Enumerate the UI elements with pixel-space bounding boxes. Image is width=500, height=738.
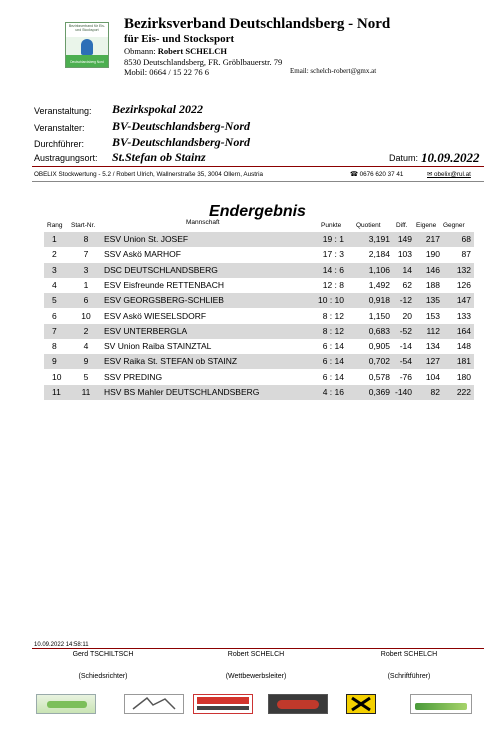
cell-startnr: 2 xyxy=(83,325,89,336)
col-header-quotient: Quotient xyxy=(356,222,381,229)
cell-mannschaft: SV Union Raiba STAINZTAL xyxy=(104,341,212,352)
divider-footer xyxy=(32,648,484,649)
table-row xyxy=(44,247,474,262)
cell-gegner: 222 xyxy=(456,387,471,397)
federation-logo xyxy=(65,22,109,68)
cell-gegner: 147 xyxy=(456,295,471,306)
cell-gegner: 148 xyxy=(456,341,471,352)
table-row xyxy=(44,339,474,354)
cell-eigene: 104 xyxy=(425,371,440,382)
cell-gegner: 87 xyxy=(461,249,471,260)
cell-startnr: 8 xyxy=(83,234,89,244)
cell-rang: 6 xyxy=(52,310,57,321)
logo-text-bottom: Deutschlandsberg Nord xyxy=(70,60,104,65)
sig1-role: (Schiedsrichter) xyxy=(78,673,128,680)
table-row xyxy=(44,293,474,308)
cell-quotient: 2,184 xyxy=(368,249,390,260)
curler-figure-icon xyxy=(81,39,93,55)
cell-gegner: 133 xyxy=(456,310,471,321)
cell-startnr: 1 xyxy=(83,279,89,290)
cell-eigene: 134 xyxy=(425,341,440,352)
cell-diff: 149 xyxy=(397,234,412,244)
cell-eigene: 217 xyxy=(425,234,440,244)
cell-quotient: 0,918 xyxy=(368,295,390,306)
cell-gegner: 181 xyxy=(456,356,471,367)
cell-quotient: 1,492 xyxy=(368,279,390,290)
cell-rang: 4 xyxy=(52,279,57,290)
cell-quotient: 1,106 xyxy=(368,264,390,275)
cell-quotient: 3,191 xyxy=(368,234,390,244)
cell-mannschaft: SSV PREDING xyxy=(104,371,163,382)
obmann-name: Robert SCHELCH xyxy=(157,46,227,56)
cell-punkte: 14 : 6 xyxy=(322,264,344,275)
divider-software xyxy=(32,181,484,182)
raiffeisen-logo-icon xyxy=(346,694,376,714)
cell-punkte: 17 : 3 xyxy=(322,249,344,260)
table-row xyxy=(44,354,474,369)
table-row xyxy=(44,263,474,278)
cell-rang: 3 xyxy=(52,264,57,275)
cell-startnr: 11 xyxy=(81,387,91,397)
cell-startnr: 9 xyxy=(83,356,89,367)
sponsor-logo-4 xyxy=(268,694,328,714)
cell-diff: -54 xyxy=(399,356,412,367)
sponsor-logo-2 xyxy=(124,694,184,714)
veranstalter-value: BV-Deutschlandsberg-Nord xyxy=(112,119,251,133)
results-heading: Endergebnis xyxy=(209,203,306,220)
obmann-label: Obmann: xyxy=(124,46,156,56)
table-row xyxy=(44,232,474,247)
ort-value: St.Stefan ob Stainz xyxy=(112,150,206,164)
cell-mannschaft: ESV GEORGSBERG-SCHLIEB xyxy=(104,295,224,306)
cell-rang: 11 xyxy=(52,387,61,397)
print-timestamp: 10.09.2022 14:58:11 xyxy=(34,642,89,648)
software-email-link[interactable]: ✉ obelix@rul.at xyxy=(427,171,471,178)
cell-diff: -52 xyxy=(399,325,412,336)
cell-gegner: 132 xyxy=(456,264,471,275)
cell-rang: 9 xyxy=(52,356,57,367)
cell-startnr: 5 xyxy=(83,371,89,382)
cell-startnr: 7 xyxy=(83,249,89,260)
federation-email: Email: schelch-robert@gmx.at xyxy=(290,67,377,75)
sponsor-logo-6 xyxy=(410,694,472,714)
cell-mannschaft: ESV UNTERBERGLA xyxy=(104,325,188,336)
cell-punkte: 6 : 14 xyxy=(322,371,344,382)
sig2-role: (Wettbewerbsleiter) xyxy=(225,673,287,680)
veranstalter-label: Veranstalter: xyxy=(34,123,85,133)
cell-eigene: 135 xyxy=(425,295,440,306)
table-row xyxy=(44,385,474,400)
veranstaltung-label: Veranstaltung: xyxy=(34,106,92,116)
sponsor-logo-1 xyxy=(36,694,96,714)
cell-startnr: 3 xyxy=(83,264,89,275)
cell-quotient: 0,683 xyxy=(368,325,390,336)
table-row xyxy=(44,278,474,293)
sig1-name: Gerd TSCHILTSCH xyxy=(72,651,134,658)
cell-gegner: 68 xyxy=(461,234,471,244)
cell-diff: 62 xyxy=(402,279,412,290)
sig2-name: Robert SCHELCH xyxy=(227,651,285,658)
cell-quotient: 0,578 xyxy=(368,371,390,382)
divider-top xyxy=(32,166,484,167)
table-row xyxy=(44,324,474,339)
federation-subtitle: für Eis- und Stocksport xyxy=(124,33,235,45)
cell-eigene: 188 xyxy=(425,279,440,290)
cell-mannschaft: ESV Union St. JOSEF xyxy=(104,234,189,244)
cell-rang: 2 xyxy=(52,249,57,260)
cell-eigene: 190 xyxy=(425,249,440,260)
cell-punkte: 19 : 1 xyxy=(322,234,344,244)
cell-diff: -12 xyxy=(399,295,412,306)
cell-diff: -76 xyxy=(399,371,412,382)
cell-quotient: 0,905 xyxy=(368,341,390,352)
cell-eigene: 146 xyxy=(425,264,440,275)
cell-quotient: 0,369 xyxy=(368,387,390,397)
logo-text-top: Bezirksverband für Eis- und Stocksport xyxy=(68,24,106,32)
cell-eigene: 153 xyxy=(425,310,440,321)
cell-punkte: 8 : 12 xyxy=(322,310,344,321)
cell-punkte: 12 : 8 xyxy=(322,279,344,290)
cell-rang: 7 xyxy=(52,325,57,336)
cell-diff: 20 xyxy=(402,310,412,321)
cell-punkte: 6 : 14 xyxy=(322,341,344,352)
durchfuehrer-value: BV-Deutschlandsberg-Nord xyxy=(112,135,251,149)
cell-eigene: 127 xyxy=(425,356,440,367)
datum-value: 10.09.2022 xyxy=(421,150,480,165)
durchfuehrer-label: Durchführer: xyxy=(34,139,85,149)
col-header-rang: Rang xyxy=(47,222,63,229)
cell-mannschaft: DSC DEUTSCHLANDSBERG xyxy=(104,264,218,275)
sig3-role: (Schriftführer) xyxy=(387,673,431,680)
cell-diff: 14 xyxy=(402,264,412,275)
cell-rang: 5 xyxy=(52,295,57,306)
cell-quotient: 1,150 xyxy=(368,310,390,321)
cell-punkte: 10 : 10 xyxy=(318,295,344,306)
cell-eigene: 112 xyxy=(426,325,440,336)
cell-eigene: 82 xyxy=(430,387,440,397)
cell-mannschaft: SSV Askö MARHOF xyxy=(104,249,181,260)
cell-startnr: 4 xyxy=(83,341,89,352)
cell-diff: 103 xyxy=(397,249,412,260)
cell-mannschaft: ESV Raika St. STEFAN ob STAINZ xyxy=(104,356,238,367)
veranstaltung-value: Bezirkspokal 2022 xyxy=(112,102,204,116)
cell-diff: -140 xyxy=(394,387,412,397)
cell-rang: 8 xyxy=(52,341,57,352)
ort-label: Austragungsort: xyxy=(34,153,98,163)
federation-title: Bezirksverband Deutschlandsberg - Nord xyxy=(124,16,391,32)
col-header-startnr: Start-Nr. xyxy=(71,222,96,229)
cell-gegner: 126 xyxy=(456,279,471,290)
cell-startnr: 6 xyxy=(83,295,89,306)
federation-mobile: Mobil: 0664 / 15 22 76 6 xyxy=(124,67,210,77)
cell-gegner: 180 xyxy=(456,371,471,382)
cell-punkte: 6 : 14 xyxy=(322,356,344,367)
cell-rang: 10 xyxy=(52,371,62,382)
table-row xyxy=(44,309,474,324)
col-header-mannschaft: Mannschaft xyxy=(186,219,220,226)
col-header-gegner: Gegner xyxy=(443,222,465,229)
federation-address: 8530 Deutschlandsberg, FR. Gröblbauerstr. 79 xyxy=(124,57,283,67)
table-row xyxy=(44,370,474,385)
col-header-punkte: Punkte xyxy=(321,222,342,229)
cell-punkte: 4 : 16 xyxy=(322,387,344,397)
cell-mannschaft: ESV Askö WIESELSDORF xyxy=(104,310,207,321)
datum-label: Datum: xyxy=(389,153,419,163)
cell-punkte: 8 : 12 xyxy=(322,325,344,336)
software-info: OBELIX Stockwertung - 5.2 / Robert Ulrich, Wallnerstraße 35, 3004 Ollern, Austria xyxy=(34,171,263,178)
cell-quotient: 0,702 xyxy=(368,356,390,367)
software-phone: ☎ 0676 620 37 41 xyxy=(350,171,404,178)
col-header-diff: Diff. xyxy=(396,222,408,229)
obmann-line xyxy=(124,46,227,56)
cell-startnr: 10 xyxy=(81,310,91,321)
sig3-name: Robert SCHELCH xyxy=(380,651,438,658)
cell-gegner: 164 xyxy=(456,325,471,336)
cell-rang: 1 xyxy=(52,234,57,244)
cell-mannschaft: ESV Eisfreunde RETTENBACH xyxy=(104,279,224,290)
cell-diff: -14 xyxy=(399,341,412,352)
col-header-eigene: Eigene xyxy=(416,222,437,229)
cell-mannschaft: HSV BS Mahler DEUTSCHLANDSBERG xyxy=(104,387,260,397)
sponsor-logo-3 xyxy=(193,694,253,714)
